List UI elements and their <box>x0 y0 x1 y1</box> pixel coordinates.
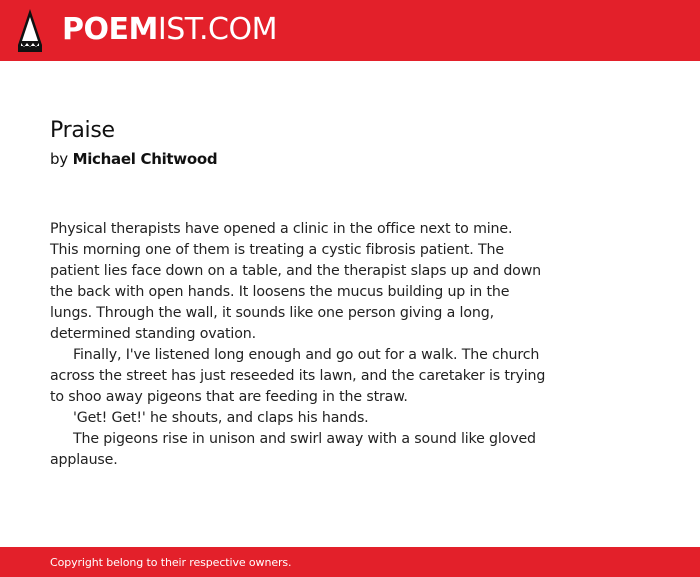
site-footer <box>0 547 700 577</box>
by-label: by <box>50 150 68 168</box>
poem-line: the back with open hands. It loosens the mucus building up in the <box>50 284 510 300</box>
poem-line: applause. <box>50 452 118 468</box>
poem-line: determined standing ovation. <box>50 326 256 342</box>
poem-line: to shoo away pigeons that are feeding in the straw. <box>50 389 408 405</box>
pencil-icon[interactable] <box>17 9 43 52</box>
logo-light-text: IST.COM <box>157 12 277 47</box>
logo-bold-text: POEM <box>62 12 158 47</box>
author-name[interactable]: Michael Chitwood <box>72 150 218 168</box>
poem-title: Praise <box>50 118 115 143</box>
site-logo[interactable] <box>62 12 277 50</box>
byline <box>50 150 217 168</box>
poem-line: The pigeons rise in unison and swirl away with a sound like gloved <box>73 431 536 447</box>
poem-line: lungs. Through the wall, it sounds like one person giving a long, <box>50 305 494 321</box>
poem-line: across the street has just reseeded its lawn, and the caretaker is trying <box>50 368 546 384</box>
poem-line: 'Get! Get!' he shouts, and claps his hands. <box>73 410 369 426</box>
site-header <box>0 0 700 61</box>
poem-line: Physical therapists have opened a clinic in the office next to mine. <box>50 221 513 237</box>
poem-line: patient lies face down on a table, and the therapist slaps up and down <box>50 263 542 279</box>
poem-line: This morning one of them is treating a cystic fibrosis patient. The <box>50 242 504 258</box>
copyright-text: Copyright belong to their respective owners. <box>50 556 292 569</box>
poem-body <box>50 219 550 471</box>
poem-line: Finally, I've listened long enough and go out for a walk. The church <box>73 347 540 363</box>
